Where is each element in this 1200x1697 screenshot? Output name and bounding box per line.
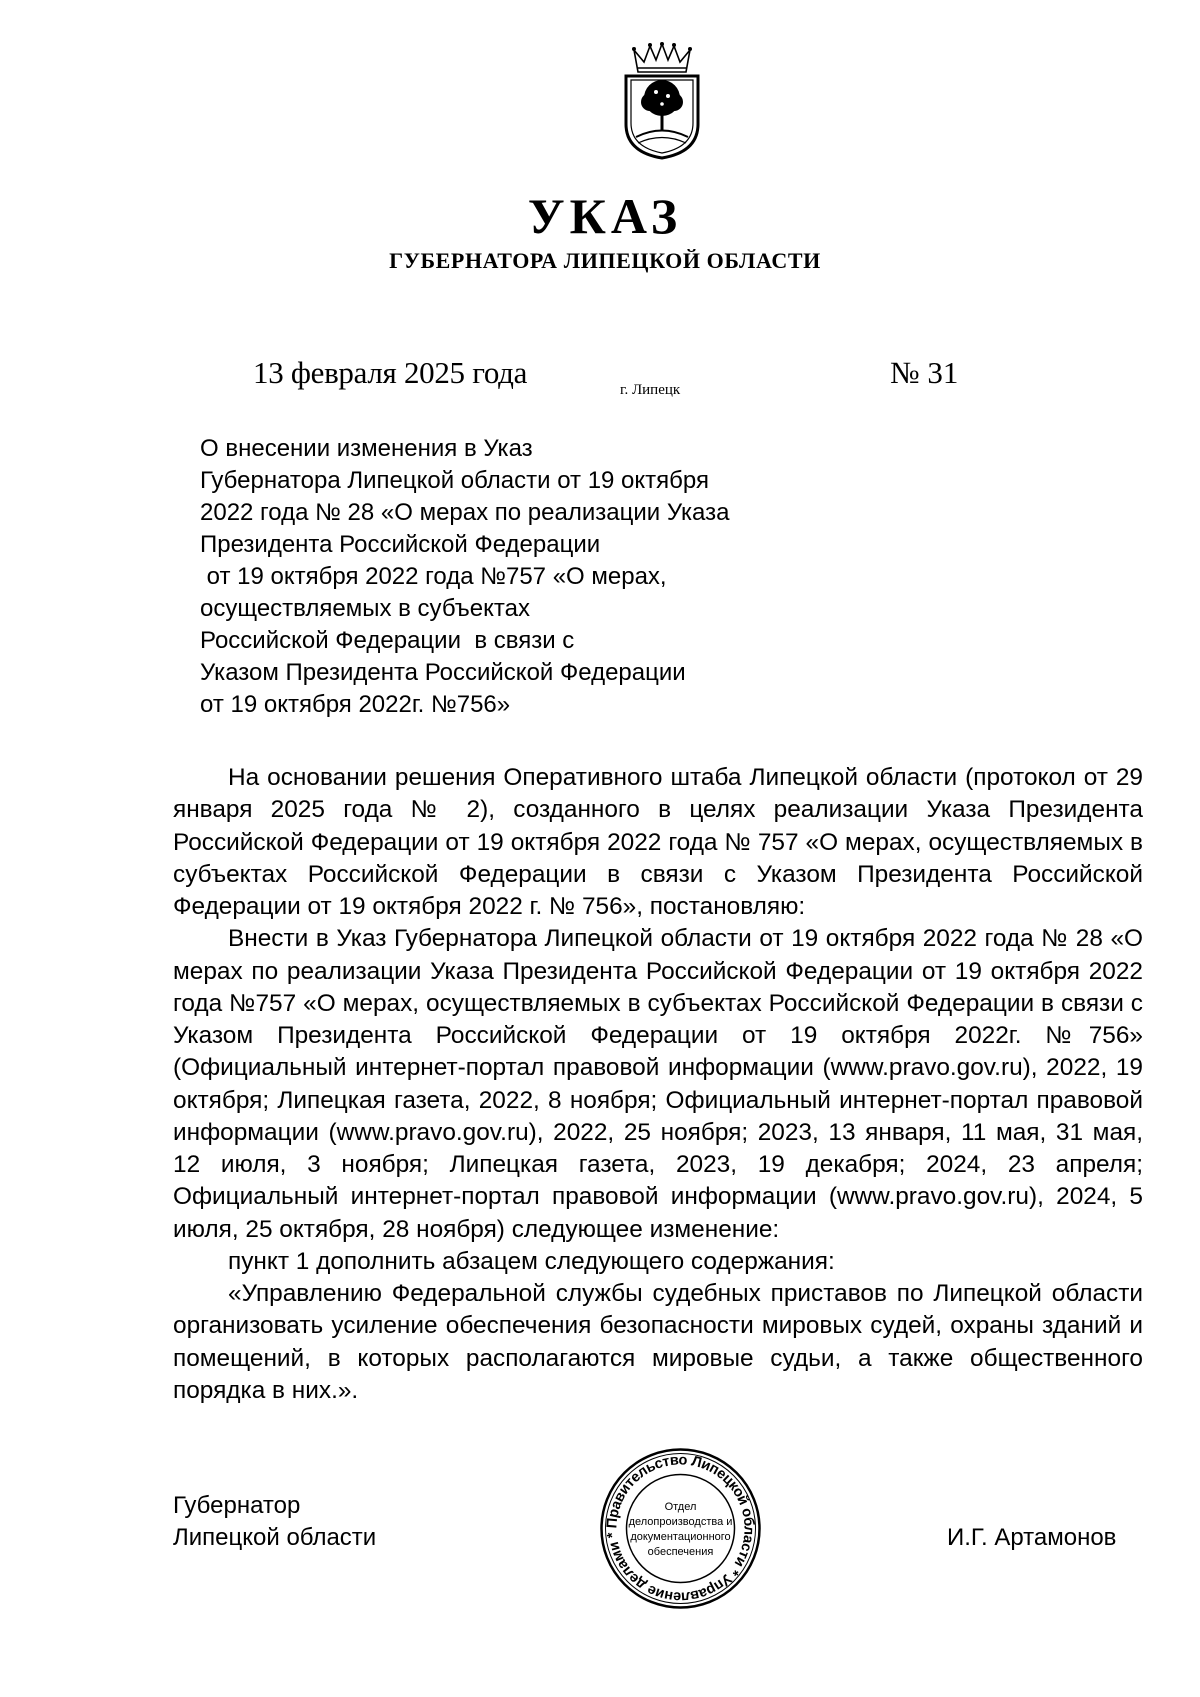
document-body	[173, 762, 1143, 1407]
body-paragraph: Внести в Указ Губернатора Липецкой области от 19 октября 2022 года № 28 «О мерах по реализации Указа Президента Российской Федерации от 19 октября 2022 года №757 «О мерах, осуществляемых в субъектах Российской Федерации в связи с Указом Президента Российской Федерации от 19 октября 2022г. №756» (Официальный интернет-портал правовой информации (www.pravo.gov.ru), 2022, 19 октября; Липецкая газета, 2022, 8 ноября; Официальный интернет-портал правовой информации (www.pravo.gov.ru), 2022, 25 ноября; 2023, 13 января, 11 мая, 31 мая, 12 июля, 3 ноября; Липецкая газета, 2023, 19 декабря; 2024, 23 апреля; Официальный интернет-портал правовой информации (www.pravo.gov.ru), 2024, 5 июля, 25 октября, 28 ноября) следующее изменение:	[173, 925, 1143, 1243]
subject-line: О внесении изменения в Указ	[200, 435, 533, 462]
signatory-position	[173, 1490, 376, 1554]
body-paragraph: На основании решения Оперативного штаба Липецкой области (протокол от 29 января 2025 года № 2), созданного в целях реализации Указа Президента Российской Федерации от 19 октября 2022 года № 757 «О мерах, осуществляемых в субъектах Российской Федерации в связи с Указом Президента Российской Федерации от 19 октября 2022 г. № 756», постановляю:	[173, 764, 1143, 920]
stamp-inner-line: документационного	[630, 1531, 731, 1543]
subject-line: Российской Федерации в связи с	[200, 627, 575, 654]
document-number: № 31	[890, 355, 959, 390]
body-paragraph: пункт 1 дополнить абзацем следующего содержания:	[228, 1247, 835, 1275]
stamp-inner-line: обеспечения	[647, 1546, 714, 1558]
subject-line: 2022 года № 28 «О мерах по реализации Указа	[200, 499, 730, 526]
subject-line: осуществляемых в субъектах	[200, 595, 530, 622]
signatory-position-line: Губернатор	[173, 1492, 301, 1519]
signatory-name: И.Г. Артамонов	[947, 1524, 1117, 1551]
lipetsk-coat-of-arms-icon	[620, 42, 704, 160]
document-title: УКАЗ	[527, 188, 683, 244]
subject-line: Губернатора Липецкой области от 19 октября	[200, 467, 709, 494]
document-subtitle: ГУБЕРНАТОРА ЛИПЕЦКОЙ ОБЛАСТИ	[389, 248, 821, 273]
official-round-seal-icon	[598, 1446, 763, 1611]
document-city: г. Липецк	[620, 382, 681, 398]
body-paragraph: «Управлению Федеральной службы судебных приставов по Липецкой области организовать усиление обеспечения безопасности мировых судей, охраны зданий и помещений, в которых располагаются мировые судьи, а также общественного порядка в них.».	[173, 1280, 1143, 1404]
stamp-inner-line: делопроизводства и	[628, 1516, 733, 1528]
stamp-inner-line: Отдел	[664, 1501, 697, 1513]
document-subject	[200, 433, 800, 721]
stamp-outer-text: Правительство Липецкой области * Управление делами *	[604, 1452, 757, 1605]
subject-line: Президента Российской Федерации	[200, 531, 601, 558]
document-date: 13 февраля 2025 года	[253, 355, 528, 390]
subject-line: от 19 октября 2022 года №757 «О мерах,	[200, 563, 667, 590]
signatory-position-line: Липецкой области	[173, 1524, 377, 1551]
subject-line: от 19 октября 2022г. №756»	[200, 691, 511, 718]
subject-line: Указом Президента Российской Федерации	[200, 659, 686, 686]
